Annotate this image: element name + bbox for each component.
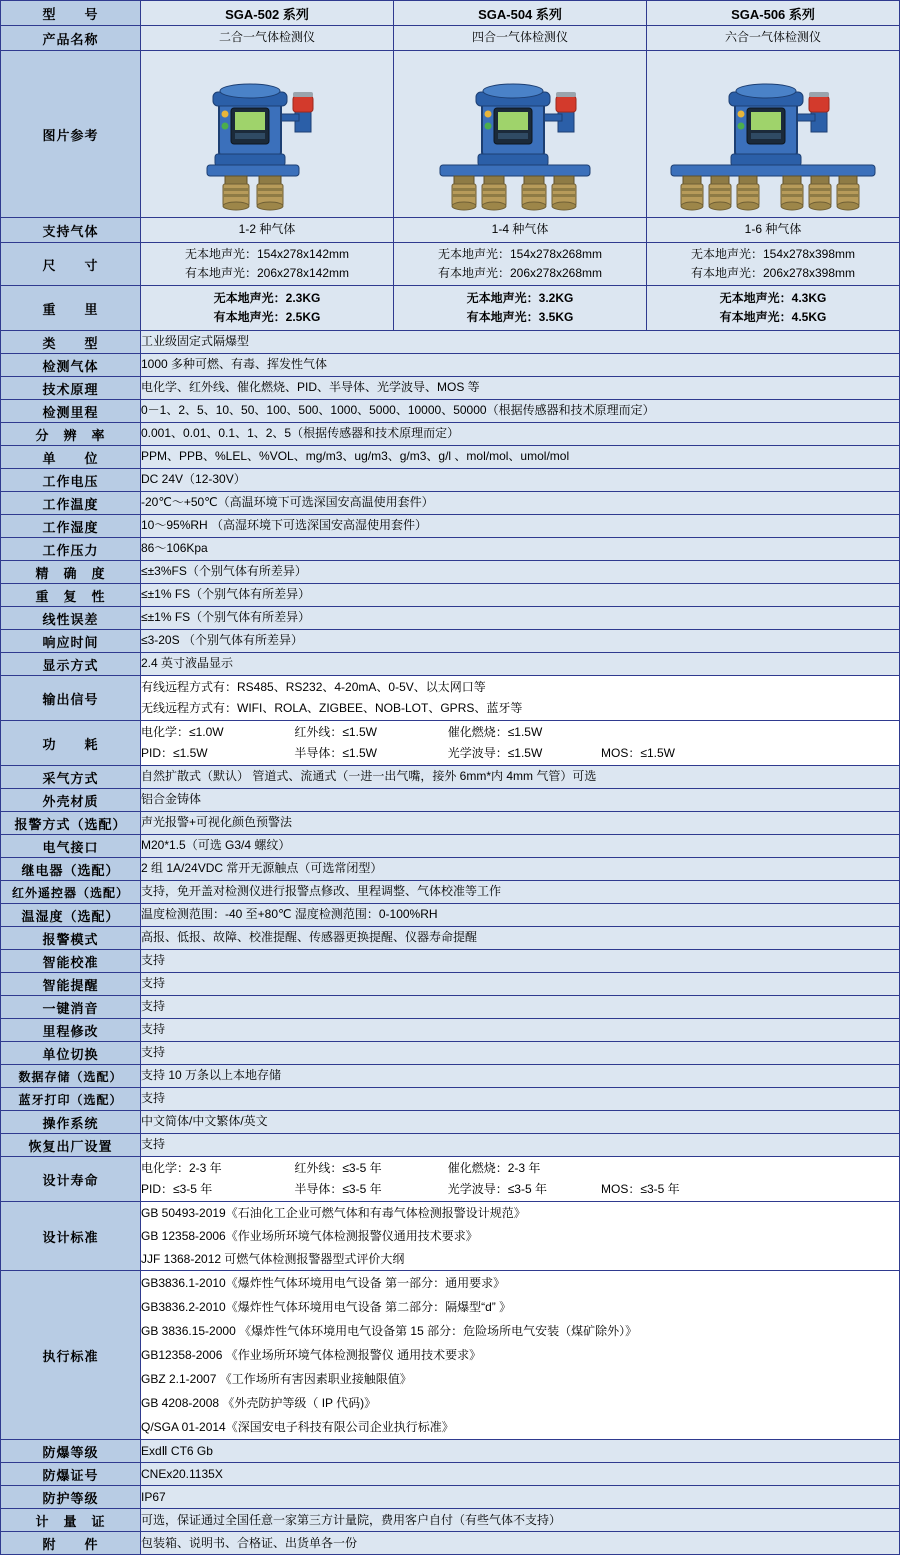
- model-col-3: SGA-506 系列: [647, 1, 900, 26]
- life-semiconductor: 半导体：≤3-5 年: [294, 1182, 382, 1196]
- design-life-line-2: [141, 1179, 899, 1200]
- exec-standard-item: GB3836.1-2010《爆炸性气体环境用电气设备 第一部分：通用要求》: [141, 1276, 506, 1291]
- life-infrared: 红外线：≤3-5 年: [294, 1161, 382, 1175]
- table-row-model: [1, 1, 900, 26]
- row-label-unit: 单 位: [1, 446, 141, 469]
- row-value-repeatability: ≤±1% FS（个别气体有所差异）: [141, 584, 900, 607]
- row-value-principle: 电化学、红外线、催化燃烧、PID、半导体、光学波导、MOS 等: [141, 377, 900, 400]
- row-value-resolution: 0.001、0.01、0.1、1、2、5（根据传感器和技术原理而定）: [141, 423, 900, 446]
- product-name-3: 六合一气体检测仪: [647, 26, 900, 51]
- weight-3: [647, 286, 900, 331]
- row-label-principle: 技术原理: [1, 377, 141, 400]
- exec-standard-item: GB12358-2006 《作业场所环境气体检测报警仪 通用技术要求》: [141, 1348, 482, 1363]
- row-value-work-humidity: 10～95%RH （高湿环境下可选深国安高湿使用套件）: [141, 515, 900, 538]
- row-value-accessories: 包装箱、说明书、合格证、出货单各一份: [141, 1532, 900, 1555]
- row-value-ip-grade: IP67: [141, 1486, 900, 1509]
- table-row-sampling: [1, 766, 900, 789]
- row-value-work-pressure: 86～106Kpa: [141, 538, 900, 561]
- row-value-detect-gas: 1000 多种可燃、有毒、挥发性气体: [141, 354, 900, 377]
- row-value-design-life: [141, 1157, 900, 1202]
- row-value-range-modify: 支持: [141, 1019, 900, 1042]
- row-value-bluetooth-print: 支持: [141, 1088, 900, 1111]
- row-value-shell: 铝合金铸体: [141, 789, 900, 812]
- table-row-weight: [1, 286, 900, 331]
- row-label-range-modify: 里程修改: [1, 1019, 141, 1042]
- row-label-image-reference: 图片参考: [1, 51, 141, 218]
- row-label-data-storage: 数据存储（选配）: [1, 1065, 141, 1088]
- row-label-product-name: 产品名称: [1, 26, 141, 51]
- detector-svg-2: [167, 52, 367, 212]
- table-row-ex-cert: [1, 1463, 900, 1486]
- table-row-image-reference: [1, 51, 900, 218]
- power-electrochemical: 电化学：≤1.0W: [141, 725, 224, 739]
- design-life-line-1: [141, 1158, 899, 1179]
- row-label-alarm-mode: 报警模式: [1, 927, 141, 950]
- row-value-exec-standard: [141, 1271, 900, 1440]
- row-label-bluetooth-print: 蓝牙打印（选配）: [1, 1088, 141, 1111]
- size-2: [394, 243, 647, 286]
- row-value-remote: 支持，免开盖对检测仪进行报警点修改、里程调整、气体校准等工作: [141, 881, 900, 904]
- output-line-1: 有线远程方式有：RS485、RS232、4-20mA、0-5V、以太网口等: [141, 680, 486, 694]
- row-label-shell: 外壳材质: [1, 789, 141, 812]
- row-value-work-temp: -20℃～+50℃（高温环境下可选深国安高温使用套件）: [141, 492, 900, 515]
- table-row-smart-calib: [1, 950, 900, 973]
- row-value-electrical: M20*1.5（可选 G3/4 螺纹）: [141, 835, 900, 858]
- life-optical: 光学波导：≤3-5 年: [447, 1182, 547, 1196]
- table-row-range-modify: [1, 1019, 900, 1042]
- row-value-unit-switch: 支持: [141, 1042, 900, 1065]
- row-value-os: 中文简体/中文繁体/英文: [141, 1111, 900, 1134]
- life-catalytic: 催化燃烧：2-3 年: [447, 1161, 541, 1175]
- row-value-unit: PPM、PPB、%LEL、%VOL、mg/m3、ug/m3、g/m3、g/l 、mol/mol、umol/mol: [141, 446, 900, 469]
- row-label-electrical: 电气接口: [1, 835, 141, 858]
- table-row-exec-standard: [1, 1271, 900, 1440]
- table-row-unit-switch: [1, 1042, 900, 1065]
- row-label-ex-grade: 防爆等级: [1, 1440, 141, 1463]
- row-value-ex-grade: ExdⅡ CT6 Gb: [141, 1440, 900, 1463]
- row-value-smart-remind: 支持: [141, 973, 900, 996]
- exec-standard-item: GB 4208-2008 《外壳防护等级（ IP 代码)》: [141, 1396, 377, 1411]
- weight-1-line1: 无本地声光：2.3KG: [213, 291, 321, 306]
- table-row-size: [1, 243, 900, 286]
- table-row-range: [1, 400, 900, 423]
- row-value-metering-cert: 可选，保证通过全国任意一家第三方计量院，费用客户自付（有些气体不支持）: [141, 1509, 900, 1532]
- weight-1-line2: 有本地声光：2.5KG: [213, 310, 321, 324]
- table-row-work-temp: [1, 492, 900, 515]
- table-row-design-standard: [1, 1202, 900, 1271]
- design-standard-item: JJF 1368-2012 可燃气体检测报警器型式评价大纲: [141, 1251, 405, 1266]
- power-catalytic: 催化燃烧：≤1.5W: [447, 725, 543, 739]
- exec-standard-item: GBZ 2.1-2007 《工作场所有害因素职业接触限值》: [141, 1372, 412, 1387]
- size-3-line1: 无本地声光：154x278x398mm: [690, 247, 856, 262]
- row-label-type: 类 型: [1, 331, 141, 354]
- row-value-smart-calib: 支持: [141, 950, 900, 973]
- size-1-line2: 有本地声光：206x278x142mm: [184, 266, 350, 280]
- table-row-response: [1, 630, 900, 653]
- product-name-2: 四合一气体检测仪: [394, 26, 647, 51]
- row-label-support-gas: 支持气体: [1, 218, 141, 243]
- row-label-output: 输出信号: [1, 676, 141, 721]
- design-standard-item: GB 50493-2019《石油化工企业可燃气体和有毒气体检测报警设计规范》: [141, 1206, 526, 1220]
- table-row-temp-humi-opt: [1, 904, 900, 927]
- detector-svg-6: [653, 52, 893, 212]
- row-label-relay: 继电器（选配）: [1, 858, 141, 881]
- table-row-display: [1, 653, 900, 676]
- row-label-repeatability: 重 复 性: [1, 584, 141, 607]
- row-value-alarm-mode-opt: 声光报警+可视化颜色预警法: [141, 812, 900, 835]
- row-label-design-standard: 设计标准: [1, 1202, 141, 1271]
- table-row-os: [1, 1111, 900, 1134]
- table-row-ex-grade: [1, 1440, 900, 1463]
- row-value-design-standard: [141, 1202, 900, 1271]
- size-3: [647, 243, 900, 286]
- size-2-line2: 有本地声光：206x278x268mm: [437, 266, 603, 280]
- power-mos: MOS：≤1.5W: [601, 746, 675, 760]
- row-label-work-pressure: 工作压力: [1, 538, 141, 561]
- row-label-temp-humi-opt: 温湿度（选配）: [1, 904, 141, 927]
- model-col-2: SGA-504 系列: [394, 1, 647, 26]
- exec-standard-item: GB 3836.15-2000 《爆炸性气体环境用电气设备第 15 部分：危险场所电气安装（煤矿除外）》: [141, 1324, 638, 1339]
- table-row-linearity: [1, 607, 900, 630]
- exec-standard-item: GB3836.2-2010《爆炸性气体环境用电气设备 第二部分：隔爆型“d” 》: [141, 1300, 512, 1315]
- row-label-work-temp: 工作温度: [1, 492, 141, 515]
- row-label-linearity: 线性误差: [1, 607, 141, 630]
- table-row-detect-gas: [1, 354, 900, 377]
- power-line-1: [141, 722, 899, 743]
- table-row-repeatability: [1, 584, 900, 607]
- weight-1: [141, 286, 394, 331]
- table-row-design-life: [1, 1157, 900, 1202]
- row-label-ex-cert: 防爆证号: [1, 1463, 141, 1486]
- table-row-data-storage: [1, 1065, 900, 1088]
- row-label-accessories: 附 件: [1, 1532, 141, 1555]
- table-row-principle: [1, 377, 900, 400]
- table-row-alarm-mode: [1, 927, 900, 950]
- row-value-range: 0－1、2、5、10、50、100、500、1000、5000、10000、50000（根据传感器和技术原理而定）: [141, 400, 900, 423]
- size-2-line1: 无本地声光：154x278x268mm: [437, 247, 603, 262]
- table-row-electrical: [1, 835, 900, 858]
- table-row-one-key-mute: [1, 996, 900, 1019]
- row-label-weight: 重 里: [1, 286, 141, 331]
- row-value-one-key-mute: 支持: [141, 996, 900, 1019]
- row-label-power: 功 耗: [1, 721, 141, 766]
- row-label-unit-switch: 单位切换: [1, 1042, 141, 1065]
- row-value-response: ≤3-20S （个别气体有所差异）: [141, 630, 900, 653]
- row-value-relay: 2 组 1A/24VDC 常开无源触点（可选常闭型）: [141, 858, 900, 881]
- support-gas-2: 1-4 种气体: [394, 218, 647, 243]
- support-gas-1: 1-2 种气体: [141, 218, 394, 243]
- size-3-line2: 有本地声光：206x278x398mm: [690, 266, 856, 280]
- table-row-power: [1, 721, 900, 766]
- size-1-line1: 无本地声光：154x278x142mm: [184, 247, 350, 262]
- detector-svg-4: [410, 52, 630, 212]
- row-label-design-life: 设计寿命: [1, 1157, 141, 1202]
- row-label-size: 尺 寸: [1, 243, 141, 286]
- row-value-accuracy: ≤±3%FS（个别气体有所差异）: [141, 561, 900, 584]
- weight-2-line1: 无本地声光：3.2KG: [466, 291, 574, 306]
- table-row-remote: [1, 881, 900, 904]
- device-image-3: [647, 51, 900, 218]
- table-row-shell: [1, 789, 900, 812]
- table-row-alarm-mode-opt: [1, 812, 900, 835]
- power-semiconductor: 半导体：≤1.5W: [294, 746, 377, 760]
- row-value-temp-humi-opt: 温度检测范围：-40 至+80℃ 湿度检测范围：0-100%RH: [141, 904, 900, 927]
- output-line-2: 无线远程方式有：WIFI、ROLA、ZIGBEE、NOB-LOT、GPRS、蓝牙等: [141, 701, 523, 715]
- weight-3-line1: 无本地声光：4.3KG: [719, 291, 827, 306]
- row-value-factory-reset: 支持: [141, 1134, 900, 1157]
- support-gas-3: 1-6 种气体: [647, 218, 900, 243]
- row-label-factory-reset: 恢复出厂设置: [1, 1134, 141, 1157]
- row-label-remote: 红外遥控器（选配）: [1, 881, 141, 904]
- row-label-sampling: 采气方式: [1, 766, 141, 789]
- row-value-voltage: DC 24V（12-30V）: [141, 469, 900, 492]
- table-row-accessories: [1, 1532, 900, 1555]
- device-image-1: [141, 51, 394, 218]
- row-label-voltage: 工作电压: [1, 469, 141, 492]
- power-infrared: 红外线：≤1.5W: [294, 725, 377, 739]
- design-standard-item: GB 12358-2006《作业场所环境气体检测报警仪通用技术要求》: [141, 1228, 478, 1243]
- life-electrochemical: 电化学：2-3 年: [141, 1161, 222, 1175]
- table-row-bluetooth-print: [1, 1088, 900, 1111]
- row-value-alarm-mode: 高报、低报、故障、校准提醒、传感器更换提醒、仪器寿命提醒: [141, 927, 900, 950]
- weight-2-line2: 有本地声光：3.5KG: [466, 310, 574, 324]
- life-pid: PID：≤3-5 年: [141, 1182, 213, 1196]
- table-row-output: [1, 676, 900, 721]
- row-label-metering-cert: 计 量 证: [1, 1509, 141, 1532]
- gas-detector-illustration-2in1: [167, 52, 367, 212]
- row-label-exec-standard: 执行标准: [1, 1271, 141, 1440]
- row-value-ex-cert: CNEx20.1135X: [141, 1463, 900, 1486]
- table-row-unit: [1, 446, 900, 469]
- model-col-1: SGA-502 系列: [141, 1, 394, 26]
- row-value-output: [141, 676, 900, 721]
- row-label-smart-remind: 智能提醒: [1, 973, 141, 996]
- power-pid: PID：≤1.5W: [141, 746, 208, 760]
- table-row-metering-cert: [1, 1509, 900, 1532]
- row-value-linearity: ≤±1% FS（个别气体有所差异）: [141, 607, 900, 630]
- row-label-smart-calib: 智能校准: [1, 950, 141, 973]
- table-row-work-pressure: [1, 538, 900, 561]
- table-row-smart-remind: [1, 973, 900, 996]
- weight-2: [394, 286, 647, 331]
- device-image-2: [394, 51, 647, 218]
- row-label-ip-grade: 防护等级: [1, 1486, 141, 1509]
- row-value-sampling: 自然扩散式（默认） 管道式、流通式（一进一出气嘴，接外 6mm*内 4mm 气管）可选: [141, 766, 900, 789]
- row-label-alarm-mode-opt: 报警方式（选配）: [1, 812, 141, 835]
- table-row-factory-reset: [1, 1134, 900, 1157]
- table-row-support-gas: [1, 218, 900, 243]
- row-value-type: 工业级固定式隔爆型: [141, 331, 900, 354]
- exec-standard-item: Q/SGA 01-2014《深国安电子科技有限公司企业执行标准》: [141, 1420, 454, 1435]
- row-label-os: 操作系统: [1, 1111, 141, 1134]
- table-row-voltage: [1, 469, 900, 492]
- table-row-type: [1, 331, 900, 354]
- power-optical: 光学波导：≤1.5W: [447, 746, 543, 760]
- row-label-detect-gas: 检测气体: [1, 354, 141, 377]
- table-row-resolution: [1, 423, 900, 446]
- row-label-work-humidity: 工作湿度: [1, 515, 141, 538]
- gas-detector-illustration-6in1: [653, 52, 893, 212]
- row-label-response: 响应时间: [1, 630, 141, 653]
- table-row-product-name: [1, 26, 900, 51]
- table-row-relay: [1, 858, 900, 881]
- row-value-display: 2.4 英寸液晶显示: [141, 653, 900, 676]
- row-label-accuracy: 精 确 度: [1, 561, 141, 584]
- size-1: [141, 243, 394, 286]
- row-label-model: 型 号: [1, 1, 141, 26]
- row-label-display: 显示方式: [1, 653, 141, 676]
- power-line-2: [141, 743, 899, 764]
- gas-detector-illustration-4in1: [410, 52, 630, 212]
- row-value-power: [141, 721, 900, 766]
- row-label-resolution: 分 辨 率: [1, 423, 141, 446]
- row-label-one-key-mute: 一键消音: [1, 996, 141, 1019]
- life-mos: MOS：≤3-5 年: [601, 1182, 680, 1196]
- weight-3-line2: 有本地声光：4.5KG: [719, 310, 827, 324]
- product-name-1: 二合一气体检测仪: [141, 26, 394, 51]
- table-row-ip-grade: [1, 1486, 900, 1509]
- table-row-work-humidity: [1, 515, 900, 538]
- row-label-range: 检测里程: [1, 400, 141, 423]
- table-row-accuracy: [1, 561, 900, 584]
- row-value-data-storage: 支持 10 万条以上本地存储: [141, 1065, 900, 1088]
